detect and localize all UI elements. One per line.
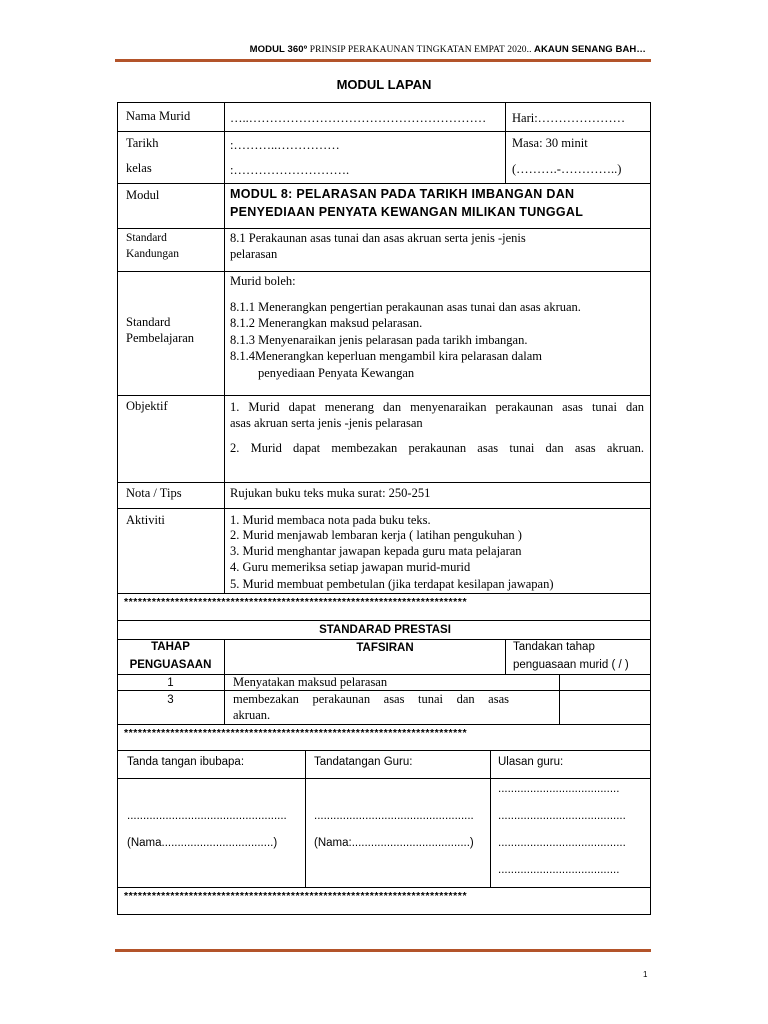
column-divider (224, 102, 225, 593)
list-item: 3. Murid menghantar jawapan kepada guru mata pelajaran (230, 544, 522, 558)
row-divider (117, 887, 651, 888)
header-module-label: MODUL 360º (249, 44, 308, 55)
penguasaan-header: PENGUASAAN (129, 659, 212, 671)
column-divider (305, 750, 306, 887)
nama-murid-label: Nama Murid (126, 109, 191, 123)
tarikh-label: Tarikh (126, 136, 159, 150)
standard-kandungan-text-1: 8.1 Perakaunan asas tunai dan asas akruan serta jenis -jenis (230, 231, 526, 245)
column-divider (559, 674, 560, 724)
tahap-header: TAHAP (151, 641, 190, 653)
standard-pembelajaran-label-2: Pembelajaran (126, 331, 195, 345)
tahap-value: 3 (167, 694, 174, 706)
guru-signature-label: Tandatangan Guru: (314, 756, 413, 768)
row-divider (117, 750, 651, 751)
ibubapa-signature-line[interactable]: .................................................. (127, 810, 287, 822)
ulasan-line[interactable]: ........................................ (498, 837, 626, 849)
column-divider (490, 750, 491, 887)
row-divider (117, 508, 651, 509)
header-tagline: AKAUN SENANG BAH… (531, 44, 646, 55)
standard-pembelajaran-label: Standard (126, 315, 171, 329)
separator-stars: ************************************************************************** (124, 728, 468, 738)
tafsiran-header: TAFSIRAN (356, 642, 414, 654)
objektif-line: 1. Murid dapat menerang dan menyenaraikan perakaunan asas tunai dan (230, 400, 644, 414)
kelas-field[interactable]: :………………………. (230, 163, 350, 177)
masa-text: Masa: 30 minit (512, 136, 588, 150)
row-divider (117, 395, 651, 396)
list-item: 8.1.3 Menyenaraikan jenis pelarasan pada tarikh imbangan. (230, 333, 528, 347)
hari-field[interactable]: Hari:………………… (512, 111, 626, 125)
list-item: 1. Murid membaca nota pada buku teks. (230, 513, 431, 527)
row-divider (117, 271, 651, 272)
guru-signature-line[interactable]: .................................................. (314, 810, 474, 822)
ibubapa-signature-label: Tanda tangan ibubapa: (127, 756, 245, 768)
standard-kandungan-label-2: Kandungan (126, 248, 180, 260)
row-divider (117, 620, 651, 621)
tafsiran-value: membezakan perakaunan asas tunai dan asas (233, 692, 509, 706)
aktiviti-label: Aktiviti (126, 513, 165, 527)
nama-murid-field[interactable]: …..………………………………………………… (230, 111, 487, 125)
murid-boleh-text: Murid boleh: (230, 274, 296, 288)
row-divider (117, 228, 651, 229)
ulasan-line[interactable]: ...................................... (498, 864, 620, 876)
nota-tips-value: Rujukan buku teks muka surat: 250-251 (230, 486, 431, 500)
objektif-line: asas akruan serta jenis -jenis pelarasan (230, 416, 423, 430)
standard-kandungan-text-2: pelarasan (230, 247, 278, 261)
list-item: 8.1.2 Menerangkan maksud pelarasan. (230, 316, 423, 330)
separator-stars: ************************************************************************** (124, 597, 468, 607)
tahap-value: 1 (167, 677, 174, 689)
objektif-label: Objektif (126, 399, 168, 413)
prestasi-title: STANDARAD PRESTASI (319, 624, 451, 636)
list-item: 4. Guru memeriksa setiap jawapan murid-murid (230, 560, 471, 574)
row-divider (117, 593, 651, 594)
modul-label: Modul (126, 188, 160, 202)
running-header (250, 44, 646, 55)
kelas-label: kelas (126, 161, 152, 175)
row-divider (117, 778, 651, 779)
list-item: 5. Murid membuat pembetulan (jika terdapat kesilapan jawapan) (230, 577, 554, 591)
checkbox-cell-tahap-3[interactable] (561, 692, 649, 722)
ulasan-line[interactable]: ........................................ (498, 810, 626, 822)
separator-stars: ************************************************************************** (124, 891, 468, 901)
guru-name-field[interactable]: (Nama:.....................................) (314, 837, 474, 849)
footer-rule (115, 949, 651, 952)
row-divider (117, 183, 651, 184)
standard-kandungan-label: Standard (126, 232, 167, 244)
page-title: MODUL LAPAN (336, 77, 432, 92)
header-subject: PRINSIP PERAKAUNAN TINGKATAN EMPAT 2020.. (307, 45, 532, 55)
nota-tips-label: Nota / Tips (126, 486, 182, 500)
modul-title-line1: MODUL 8: PELARASAN PADA TARIKH IMBANGAN DAN (230, 187, 575, 201)
header-rule (115, 59, 651, 62)
tarikh-field[interactable]: :………..…………… (230, 138, 340, 152)
page-number: 1 (643, 970, 648, 979)
checkbox-cell-tahap-1[interactable] (561, 675, 649, 689)
list-item: 8.1.4Menerangkan keperluan mengambil kira pelarasan dalam (230, 349, 543, 363)
row-divider (117, 131, 651, 132)
masa-range-field[interactable]: (……….-…………..) (512, 162, 622, 176)
modul-title-line2: PENYEDIAAN PENYATA KEWANGAN MILIKAN TUNGGAL (230, 205, 584, 219)
tandakan-header-2: penguasaan murid ( / ) (513, 659, 629, 671)
objektif-line: 2. Murid dapat membezakan perakaunan asas tunai dan asas akruan. (230, 441, 644, 455)
ulasan-guru-label: Ulasan guru: (498, 756, 564, 768)
tafsiran-value: Menyatakan maksud pelarasan (233, 675, 388, 689)
list-item: penyediaan Penyata Kewangan (258, 366, 415, 380)
column-divider (505, 102, 506, 183)
list-item: 2. Murid menjawab lembaran kerja ( latihan pengukuhan ) (230, 528, 522, 542)
row-divider (117, 724, 651, 725)
list-item: 8.1.1 Menerangkan pengertian perakaunan asas tunai dan asas akruan. (230, 300, 581, 314)
ibubapa-name-field[interactable]: (Nama...................................) (127, 837, 278, 849)
ulasan-line[interactable]: ...................................... (498, 783, 620, 795)
tandakan-header: Tandakan tahap (513, 641, 595, 653)
tafsiran-value-2: akruan. (233, 708, 271, 722)
row-divider (117, 482, 651, 483)
